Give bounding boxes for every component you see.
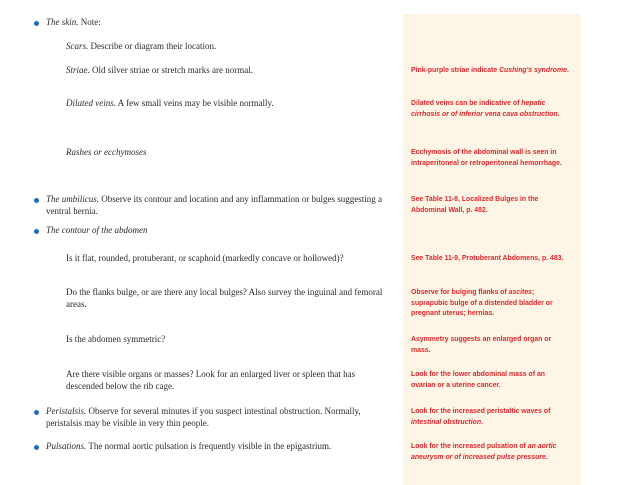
item-umbilicus: The umbilicus. Observe its contour and location and any inflammation or bulges suggesting a ventral hernia. [46, 194, 382, 216]
note-symmetric: Asymmetry suggests an enlarged organ or mass. [411, 336, 552, 354]
item-flat: Is it flat, rounded, protuberant, or scaphoid (markedly concave or hollowed)? [66, 253, 344, 263]
bullet-icon [34, 198, 39, 203]
note-dilated-veins: Dilated veins can be indicative of hepatic cirrhosis or of inferior vena cava obstruction. [411, 100, 560, 118]
bullet-icon [34, 410, 39, 415]
item-pulsations: Pulsations. The normal aortic pulsation is frequently visible in the epigastrium. [46, 441, 332, 451]
item-symmetric: Is the abdomen symmetric? [66, 334, 166, 344]
item-peristalsis: Peristalsis. Observe for several minutes if you suspect intestinal obstruction. Normally, peristalsis may be visible in very thin people. [46, 406, 361, 428]
note-striae: Pink-purple striae indicate Cushing's syndrome. [411, 67, 569, 74]
item-flanks: Do the flanks bulge, or are there any local bulges? Also survey the inguinal and femoral areas. [66, 287, 383, 309]
item-organs: Are there visible organs or masses? Look for an enlarged liver or spleen that has descended below the rib cage. [66, 369, 356, 391]
note-flat: See Table 11-9, Protuberant Abdomens, p. 483. [411, 255, 564, 262]
note-umbilicus: See Table 11-8, Localized Bulges in the Abdominal Wall, p. 482. [411, 196, 539, 214]
bullet-icon [34, 445, 39, 450]
item-scars: Scars. Describe or diagram their location. [66, 41, 217, 51]
note-organs: Look for the lower abdominal mass of an ovarian or a uterine cancer. [411, 371, 546, 389]
note-flanks: Observe for bulging flanks of ascites; suprapubic bulge of a distended bladder or pregnant uterus; hernias. [411, 289, 553, 317]
note-pulsations: Look for the increased pulsation of an aortic aneurysm or of increased pulse pressure. [411, 443, 557, 461]
item-striae: Striae. Old silver striae or stretch marks are normal. [66, 65, 253, 75]
note-peristalsis: Look for the increased peristaltic waves of intestinal obstruction. [411, 408, 551, 426]
item-contour: The contour of the abdomen [46, 225, 148, 235]
item-dilated-veins: Dilated veins. A few small veins may be visible normally. [66, 98, 274, 108]
note-rashes: Ecchymosis of the abdominal wall is seen in intraperitoneal or retroperitoneal hemorrhage. [411, 149, 562, 167]
bullet-icon [34, 21, 39, 26]
item-skin: The skin. Note: [46, 17, 101, 27]
bullet-icon [34, 229, 39, 234]
item-rashes: Rashes or ecchymoses [66, 147, 147, 157]
